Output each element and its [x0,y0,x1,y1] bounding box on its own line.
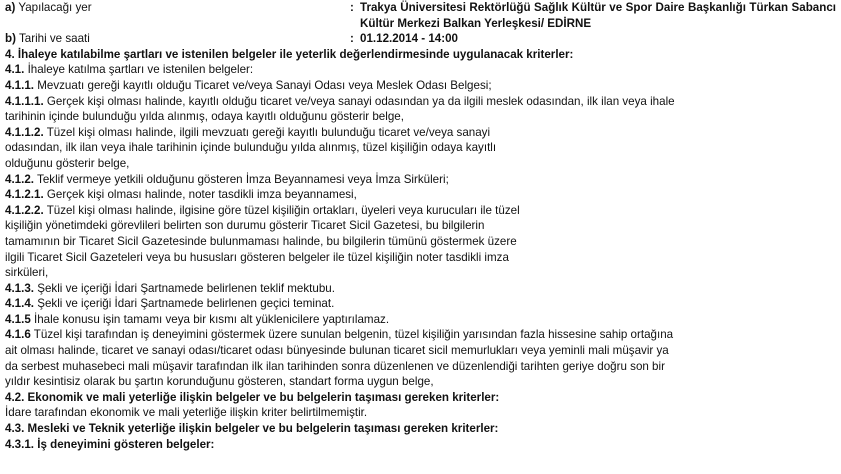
line-number: 4.3.1. İş deneyimini gösteren belgeler: [5,437,215,451]
venue-label [5,0,350,31]
clause-4-1-2-2-cont [5,250,836,266]
clause-4-1-2-1 [5,187,836,203]
clause-4-1-1-2 [5,125,836,141]
line-number: 4.3. Mesleki ve Teknik yeterliğe ilişkin belgeler ve bu belgelerin taşıması gereken kriterler: [5,422,499,436]
date-row [5,31,836,47]
venue-colon: : [350,1,354,14]
clause-4-1-6 [5,327,836,343]
venue-label-text: Yapılacağı yer [15,1,92,14]
clause-4-1-6-cont [5,359,836,375]
clause-4-1-2 [5,172,836,188]
clause-4-2-text [5,405,836,421]
line-text: tamamının bir Ticaret Sicil Gazetesinde bulunmaması halinde, bu bilgilerin tümünü göstermek üzere [5,234,517,248]
clause-4-1-2-2-cont [5,218,836,234]
clause-4-1-2-2-cont [5,265,836,281]
clause-4-1-5 [5,312,836,328]
clause-4-3-1 [5,437,836,453]
line-text: Gerçek kişi olması halinde, noter tasdikli imza beyannamesi, [43,188,357,202]
clause-4-1-1-2-cont [5,140,836,156]
line-text: ilgili Ticaret Sicil Gazeteleri veya bu hususları gösteren belgeler ile tüzel kişiliğin noter tasdikli imza [5,250,509,264]
line-text: Teklif vermeye yetkili olduğunu gösteren İmza Beyannamesi veya İmza Sirküleri; [34,172,449,186]
section-4-2-heading [5,390,836,406]
line-text: ait olması halinde, ticaret ve sanayi odası/ticaret odası bünyesinde bulunan ticaret sicil memurlukları veya yeminli mali müşavir ya [5,344,669,358]
clause-4-1 [5,62,836,78]
clause-4-1-4 [5,296,836,312]
line-number: 4.1.1.2. [5,125,44,139]
clause-4-1-6-cont [5,374,836,390]
line-text: tarihinin içinde bulunduğu yılda alınmış, odaya kayıtlı olduğunu gösterir belge, [5,110,404,124]
line-text: da serbest muhasebeci mali müşavir tarafından ilk ilan tarihinden sonra düzenlenen ve düzenlendiği tarihten geriye doğru son bir [5,359,665,373]
line-number: 4.1.3. [5,281,35,295]
line-number: 4.1.2. [5,172,35,186]
line-text: Tüzel kişi tarafından iş deneyimini göstermek üzere sunulan belgenin, tüzel kişiliğin yarısından fazla hissesine sahip ortağına [30,328,674,342]
clause-4-1-1-1-cont [5,109,836,125]
clause-4-1-6-cont [5,343,836,359]
line-number: 4.1.5 [5,312,31,326]
line-text: olduğunu gösterir belge, [5,156,130,170]
line-number: 4.1.4. [5,297,35,311]
date-value: 01.12.2014 - 14:00 [360,32,458,46]
line-text: İhale konusu işin tamamı veya bir kısmı alt yüklenicilere yaptırılamaz. [30,312,390,326]
date-label-text: Tarihi ve saati [15,32,90,46]
line-number: 4.1. [5,63,25,77]
line-number: 4.1.2.2. [5,203,44,217]
line-number: 4.1.2.1. [5,188,44,202]
line-text: Gerçek kişi olması halinde, kayıtlı olduğu ticaret ve/veya sanayi odasından ya da ilgili meslek odasından, ilk ilan veya ihale [43,94,675,108]
venue-value: Trakya Üniversitesi Rektörlüğü Sağlık Kültür ve Spor Daire Başkanlığı Türkan Sabancı Kültür Merkezi Balkan Yerleşkesi/ EDİRNE [360,1,836,30]
line-text: kişiliğin yönetimdeki görevlileri belirten son durumu gösterir Ticaret Sicil Gazetesi, bu bilgilerin [5,219,485,233]
clause-4-1-1 [5,78,836,94]
line-text: Şekli ve içeriği İdari Şartnamede belirlenen teklif mektubu. [34,281,335,295]
line-text: Tüzel kişi olması halinde, ilgili mevzuatı gereği kayıtlı bulunduğu ticaret ve/veya sanayi [43,125,491,139]
date-label-prefix: b) [5,32,16,46]
clause-4-1-2-2 [5,203,836,219]
clause-4-1-3 [5,281,836,297]
venue-row [5,0,836,31]
line-text: Tüzel kişi olması halinde, ilgisine göre tüzel kişiliğin ortakları, üyeleri veya kurucuları ile tüzel [43,203,520,217]
venue-label-prefix: a) [5,1,16,14]
clause-4-1-1-2-cont [5,156,836,172]
date-label [5,31,350,47]
line-number: 4.1.1. [5,78,35,92]
line-text: sirküleri, [5,266,49,280]
section-4-heading [5,47,836,63]
line-text: İdare tarafından ekonomik ve mali yeterliğe ilişkin kriter belirtilmemiştir. [5,406,368,420]
line-text: odasından, ilk ilan veya ihale tarihinin içinde bulunduğu yılda alınmış, tüzel kişiliğin odaya kayıtlı [5,141,497,155]
line-text: Mevzuatı gereği kayıtlı olduğu Ticaret ve/veya Sanayi Odası veya Meslek Odası Belgesi; [34,78,492,92]
section-4-3-heading [5,421,836,437]
line-number: 4. İhaleye katılabilme şartları ve istenilen belgeler ile yeterlik değerlendirmesinde uygulanacak kriterler: [5,47,574,61]
line-text: İhaleye katılma şartları ve istenilen belgeler: [24,63,254,77]
clause-4-1-2-2-cont [5,234,836,250]
line-number: 4.1.1.1. [5,94,44,108]
line-number: 4.2. Ekonomik ve mali yeterliğe ilişkin belgeler ve bu belgelerin taşıması gereken kriterler: [5,390,500,404]
line-number: 4.1.6 [5,328,31,342]
date-colon: : [350,32,354,46]
line-text: Şekli ve içeriği İdari Şartnamede belirlenen geçici teminat. [34,297,335,311]
line-text: yıldır kesintisiz olarak bu şartın korunduğunu gösteren, standart forma uygun belge, [5,375,434,389]
clause-4-1-1-1 [5,94,836,110]
